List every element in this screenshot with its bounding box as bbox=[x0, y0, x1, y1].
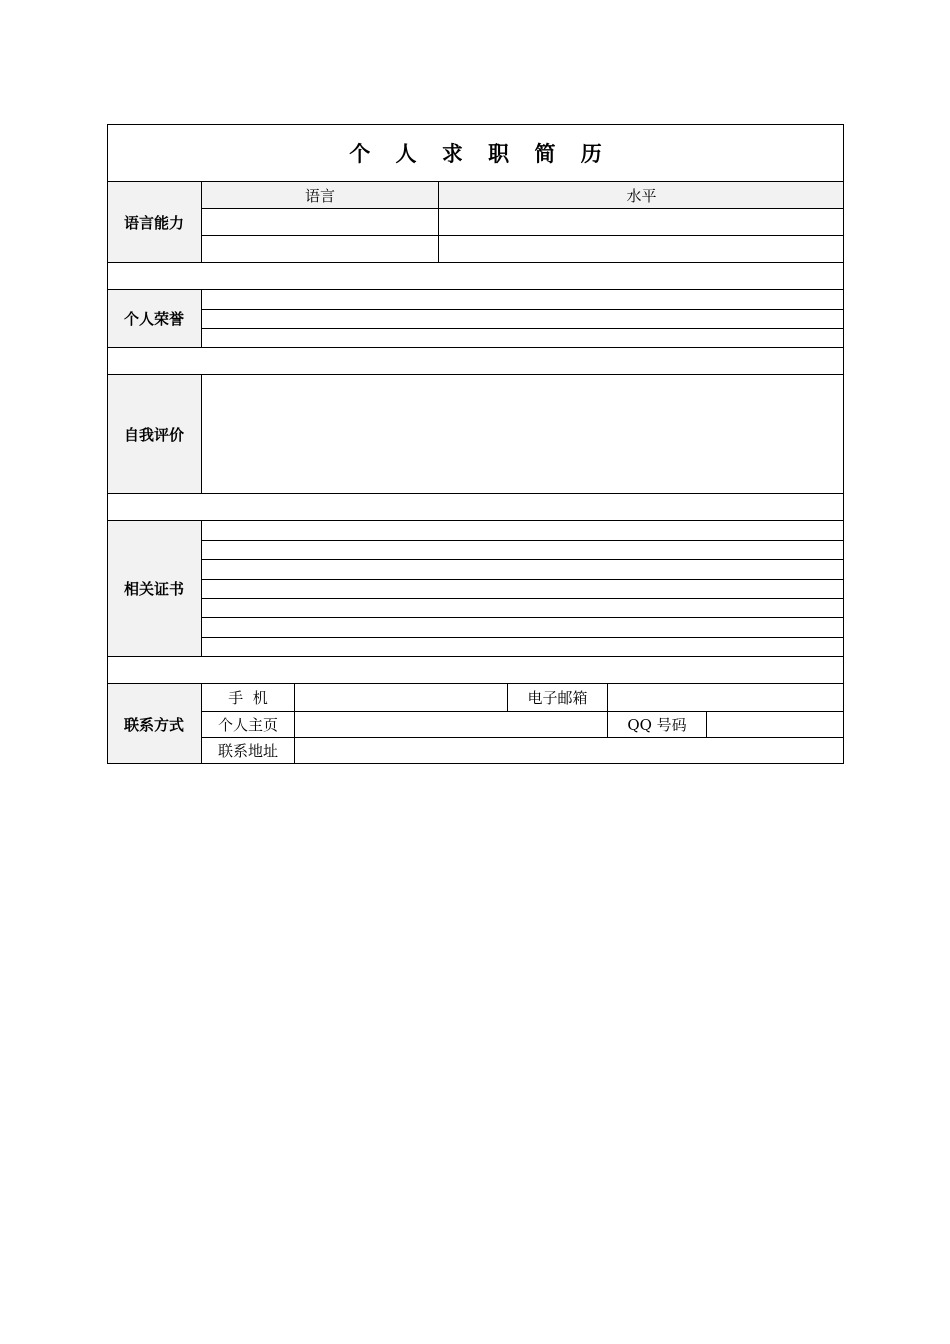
certificate-row[interactable] bbox=[202, 638, 844, 656]
language-cell[interactable] bbox=[202, 209, 438, 235]
divider bbox=[107, 347, 844, 348]
language-column-header: 语言 bbox=[304, 186, 335, 205]
certificate-row[interactable] bbox=[202, 580, 844, 598]
honor-row[interactable] bbox=[202, 310, 844, 328]
level-cell[interactable] bbox=[439, 236, 844, 262]
address-label: 联系地址 bbox=[217, 742, 278, 760]
email-field[interactable] bbox=[608, 684, 844, 711]
language-cell[interactable] bbox=[202, 236, 438, 262]
divider bbox=[107, 493, 844, 494]
certificates-section-label: 相关证书 bbox=[123, 580, 184, 598]
certificate-row[interactable] bbox=[202, 599, 844, 617]
honor-row[interactable] bbox=[202, 329, 844, 347]
divider bbox=[107, 656, 844, 657]
certificate-row[interactable] bbox=[202, 521, 844, 540]
level-column-header: 水平 bbox=[626, 186, 657, 205]
self-eval-content[interactable] bbox=[202, 375, 844, 493]
qq-field[interactable] bbox=[707, 712, 844, 737]
certificate-row[interactable] bbox=[202, 541, 844, 559]
certificate-row[interactable] bbox=[202, 560, 844, 579]
address-field[interactable] bbox=[295, 738, 844, 763]
divider bbox=[107, 262, 844, 263]
qq-label: QQ 号码 bbox=[627, 716, 687, 734]
language-section-label: 语言能力 bbox=[123, 213, 184, 232]
homepage-label: 个人主页 bbox=[217, 716, 278, 734]
email-label: 电子邮箱 bbox=[527, 689, 588, 707]
honors-section-label: 个人荣誉 bbox=[123, 310, 184, 328]
phone-label: 手 机 bbox=[228, 689, 268, 707]
honor-row[interactable] bbox=[202, 290, 844, 309]
page-title: 个 人 求 职 简 历 bbox=[349, 141, 611, 166]
self-eval-section-label: 自我评价 bbox=[123, 425, 184, 444]
contact-section-label: 联系方式 bbox=[123, 715, 184, 734]
homepage-field[interactable] bbox=[295, 712, 607, 737]
level-cell[interactable] bbox=[439, 209, 844, 235]
resume-form bbox=[107, 124, 844, 764]
phone-field[interactable] bbox=[295, 684, 507, 711]
certificate-row[interactable] bbox=[202, 618, 844, 637]
